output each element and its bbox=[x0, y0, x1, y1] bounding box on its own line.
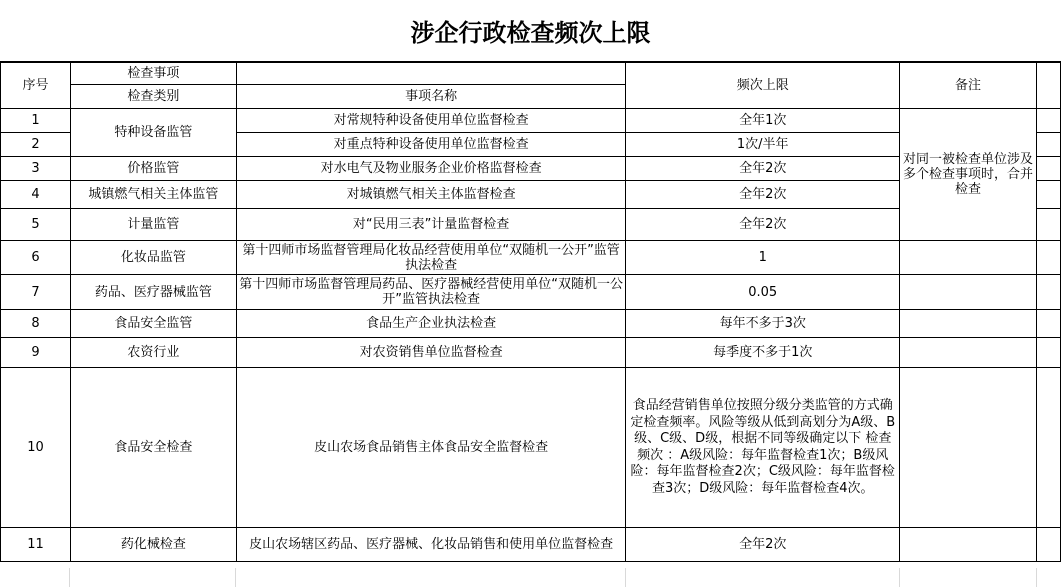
sheet-title: 涉企行政检查频次上限 bbox=[0, 0, 1061, 62]
row-frequency: 全年2次 bbox=[626, 209, 900, 241]
extra-cell bbox=[1036, 63, 1060, 109]
row-note bbox=[900, 368, 1037, 528]
extra-cell bbox=[1036, 310, 1060, 338]
table-row bbox=[1, 368, 1061, 528]
row-frequency: 每季度不多于1次 bbox=[626, 338, 900, 368]
row-item-name: 对重点特种设备使用单位监督检查 bbox=[236, 133, 626, 157]
row-frequency: 0.05 bbox=[626, 275, 900, 310]
row-category: 药品、医疗器械监管 bbox=[70, 275, 236, 310]
row-category: 价格监管 bbox=[70, 157, 236, 181]
extra-cell bbox=[1036, 338, 1060, 368]
row-category: 食品安全检查 bbox=[70, 368, 236, 528]
row-no: 6 bbox=[1, 241, 71, 275]
row-frequency: 全年2次 bbox=[626, 157, 900, 181]
row-frequency: 1 bbox=[626, 241, 900, 275]
row-category: 化妆品监管 bbox=[70, 241, 236, 275]
row-item-name: 对常规特种设备使用单位监督检查 bbox=[236, 109, 626, 133]
row-frequency: 食品经营销售单位按照分级分类监管的方式确定检查频率。风险等级从低到高划分为A级、B级、C级、D级，根据不同等级确定以下 检查频次 ：A级风险：每年监督检查1次；B级风险：每年监督检查2次；C级风险：每年监督检查3次；D级风险：每年监督检查4次。 bbox=[626, 368, 900, 528]
header-item-blank bbox=[236, 63, 626, 85]
extra-cell bbox=[1036, 209, 1060, 241]
row-frequency: 全年1次 bbox=[626, 109, 900, 133]
sheet-gridlines bbox=[0, 568, 1061, 587]
inspection-table bbox=[0, 62, 1061, 562]
header-category: 检查类别 bbox=[70, 85, 236, 109]
table-row bbox=[1, 528, 1061, 562]
row-no: 1 bbox=[1, 109, 71, 133]
extra-cell bbox=[1036, 181, 1060, 209]
row-no: 3 bbox=[1, 157, 71, 181]
row-note bbox=[900, 528, 1037, 562]
row-no: 2 bbox=[1, 133, 71, 157]
table-row bbox=[1, 241, 1061, 275]
header-seq: 序号 bbox=[1, 63, 71, 109]
row-item-name: 第十四师市场监督管理局药品、医疗器械经营使用单位“双随机一公开”监管执法检查 bbox=[236, 275, 626, 310]
header-item: 检查事项 bbox=[70, 63, 236, 85]
row-frequency: 1次/半年 bbox=[626, 133, 900, 157]
row-no: 5 bbox=[1, 209, 71, 241]
row-frequency: 全年2次 bbox=[626, 181, 900, 209]
header-freq: 频次上限 bbox=[626, 63, 900, 109]
row-category: 特种设备监管 bbox=[70, 109, 236, 157]
row-item-name: 皮山农场食品销售主体食品安全监督检查 bbox=[236, 368, 626, 528]
row-note bbox=[900, 338, 1037, 368]
row-no: 8 bbox=[1, 310, 71, 338]
row-note bbox=[900, 241, 1037, 275]
extra-cell bbox=[1036, 157, 1060, 181]
extra-cell bbox=[1036, 275, 1060, 310]
extra-cell bbox=[1036, 241, 1060, 275]
row-item-name: 第十四师市场监督管理局化妆品经营使用单位“双随机一公开”监管执法检查 bbox=[236, 241, 626, 275]
extra-cell bbox=[1036, 368, 1060, 528]
row-note bbox=[900, 310, 1037, 338]
row-item-name: 皮山农场辖区药品、医疗器械、化妆品销售和使用单位监督检查 bbox=[236, 528, 626, 562]
row-note bbox=[900, 275, 1037, 310]
extra-cell bbox=[1036, 109, 1060, 133]
row-no: 4 bbox=[1, 181, 71, 209]
row-category: 药化械检查 bbox=[70, 528, 236, 562]
table-row bbox=[1, 109, 1061, 133]
row-frequency: 每年不多于3次 bbox=[626, 310, 900, 338]
row-item-name: 食品生产企业执法检查 bbox=[236, 310, 626, 338]
table-row bbox=[1, 310, 1061, 338]
row-no: 9 bbox=[1, 338, 71, 368]
extra-cell bbox=[1036, 133, 1060, 157]
header-item-name: 事项名称 bbox=[236, 85, 626, 109]
row-category: 城镇燃气相关主体监管 bbox=[70, 181, 236, 209]
row-no: 11 bbox=[1, 528, 71, 562]
merged-note: 对同一被检查单位涉及多个检查事项时，合并检查 bbox=[900, 109, 1037, 241]
extra-cell bbox=[1036, 528, 1060, 562]
row-no: 7 bbox=[1, 275, 71, 310]
row-no: 10 bbox=[1, 368, 71, 528]
table-row bbox=[1, 338, 1061, 368]
row-item-name: 对城镇燃气相关主体监督检查 bbox=[236, 181, 626, 209]
row-category: 计量监管 bbox=[70, 209, 236, 241]
row-item-name: 对农资销售单位监督检查 bbox=[236, 338, 626, 368]
header-note: 备注 bbox=[900, 63, 1037, 109]
row-category: 农资行业 bbox=[70, 338, 236, 368]
table-row bbox=[1, 275, 1061, 310]
row-frequency: 全年2次 bbox=[626, 528, 900, 562]
row-item-name: 对“民用三表”计量监督检查 bbox=[236, 209, 626, 241]
row-item-name: 对水电气及物业服务企业价格监督检查 bbox=[236, 157, 626, 181]
row-category: 食品安全监管 bbox=[70, 310, 236, 338]
